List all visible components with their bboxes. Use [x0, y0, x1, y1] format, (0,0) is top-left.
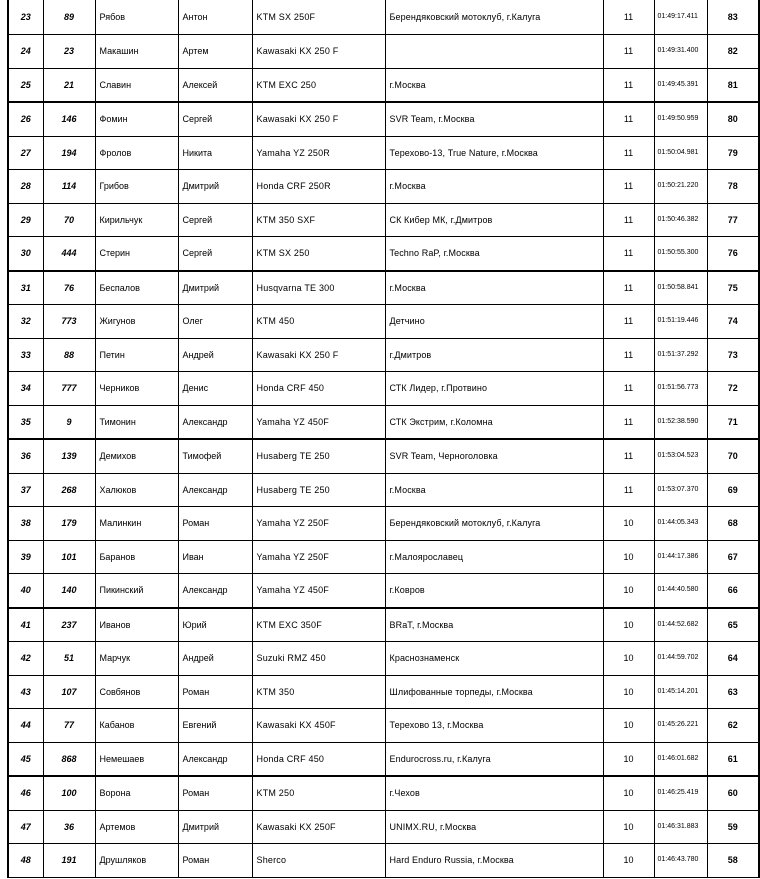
total-time-cell: 01:44:40.580 [654, 574, 707, 608]
table-row [8, 305, 759, 339]
position-cell: 34 [8, 372, 43, 406]
rider-number-cell: 444 [43, 237, 95, 271]
table-row [8, 405, 759, 439]
club-city-cell: г.Москва [385, 170, 603, 204]
club-city-cell [385, 35, 603, 69]
rider-number-cell: 140 [43, 574, 95, 608]
club-city-cell: г.Ковров [385, 574, 603, 608]
motorcycle-cell: KTM 450 [252, 305, 385, 339]
club-city-cell: Endurocross.ru, г.Калуга [385, 742, 603, 776]
laps-cell: 11 [603, 372, 654, 406]
position-cell: 47 [8, 810, 43, 844]
laps-cell: 11 [603, 0, 654, 35]
club-city-cell: SVR Team, г.Москва [385, 102, 603, 136]
points-cell: 74 [707, 305, 759, 339]
club-city-cell: г.Москва [385, 68, 603, 102]
motorcycle-cell: Yamaha YZ 250F [252, 507, 385, 541]
total-time-cell: 01:50:04.981 [654, 136, 707, 170]
motorcycle-cell: Suzuki RMZ 450 [252, 642, 385, 676]
club-city-cell: г.Дмитров [385, 338, 603, 372]
rider-number-cell: 268 [43, 473, 95, 507]
surname-cell: Кирильчук [95, 203, 178, 237]
table-row [8, 271, 759, 305]
club-city-cell: Краснознаменск [385, 642, 603, 676]
position-cell: 39 [8, 540, 43, 574]
position-cell: 40 [8, 574, 43, 608]
total-time-cell: 01:44:59.702 [654, 642, 707, 676]
laps-cell: 10 [603, 540, 654, 574]
first-name-cell: Андрей [178, 338, 252, 372]
first-name-cell: Сергей [178, 237, 252, 271]
position-cell: 32 [8, 305, 43, 339]
points-cell: 75 [707, 271, 759, 305]
motorcycle-cell: KTM EXC 250 [252, 68, 385, 102]
motorcycle-cell: Husaberg TE 250 [252, 439, 385, 473]
laps-cell: 11 [603, 203, 654, 237]
points-cell: 77 [707, 203, 759, 237]
surname-cell: Артемов [95, 810, 178, 844]
rider-number-cell: 51 [43, 642, 95, 676]
table-row [8, 439, 759, 473]
points-cell: 78 [707, 170, 759, 204]
position-cell: 43 [8, 675, 43, 709]
points-cell: 82 [707, 35, 759, 69]
motorcycle-cell: Sherco [252, 844, 385, 878]
surname-cell: Петин [95, 338, 178, 372]
rider-number-cell: 89 [43, 0, 95, 35]
position-cell: 31 [8, 271, 43, 305]
position-cell: 36 [8, 439, 43, 473]
first-name-cell: Олег [178, 305, 252, 339]
first-name-cell: Дмитрий [178, 810, 252, 844]
club-city-cell: Терехово 13, г.Москва [385, 709, 603, 743]
position-cell: 37 [8, 473, 43, 507]
club-city-cell: UNIMX.RU, г.Москва [385, 810, 603, 844]
first-name-cell: Дмитрий [178, 170, 252, 204]
points-cell: 70 [707, 439, 759, 473]
laps-cell: 10 [603, 742, 654, 776]
table-row [8, 136, 759, 170]
total-time-cell: 01:46:25.419 [654, 776, 707, 810]
laps-cell: 11 [603, 35, 654, 69]
surname-cell: Беспалов [95, 271, 178, 305]
points-cell: 59 [707, 810, 759, 844]
laps-cell: 11 [603, 439, 654, 473]
first-name-cell: Дмитрий [178, 271, 252, 305]
club-city-cell: г.Москва [385, 271, 603, 305]
laps-cell: 10 [603, 810, 654, 844]
club-city-cell: SVR Team, Черноголовка [385, 439, 603, 473]
position-cell: 27 [8, 136, 43, 170]
points-cell: 62 [707, 709, 759, 743]
surname-cell: Пикинский [95, 574, 178, 608]
motorcycle-cell: Kawasaki KX 450F [252, 709, 385, 743]
club-city-cell: Берендяковский мотоклуб, г.Калуга [385, 507, 603, 541]
position-cell: 30 [8, 237, 43, 271]
laps-cell: 10 [603, 574, 654, 608]
table-row [8, 0, 759, 35]
points-cell: 76 [707, 237, 759, 271]
motorcycle-cell: Yamaha YZ 450F [252, 405, 385, 439]
surname-cell: Славин [95, 68, 178, 102]
total-time-cell: 01:50:58.841 [654, 271, 707, 305]
table-row [8, 473, 759, 507]
points-cell: 81 [707, 68, 759, 102]
motorcycle-cell: Honda CRF 450 [252, 742, 385, 776]
table-row [8, 170, 759, 204]
motorcycle-cell: Husaberg TE 250 [252, 473, 385, 507]
total-time-cell: 01:51:56.773 [654, 372, 707, 406]
rider-number-cell: 107 [43, 675, 95, 709]
first-name-cell: Никита [178, 136, 252, 170]
surname-cell: Кабанов [95, 709, 178, 743]
first-name-cell: Роман [178, 844, 252, 878]
position-cell: 44 [8, 709, 43, 743]
club-city-cell: СК Кибер МК, г.Дмитров [385, 203, 603, 237]
club-city-cell: Детчино [385, 305, 603, 339]
total-time-cell: 01:50:55.300 [654, 237, 707, 271]
motorcycle-cell: KTM 250 [252, 776, 385, 810]
total-time-cell: 01:49:50.959 [654, 102, 707, 136]
surname-cell: Рябов [95, 0, 178, 35]
rider-number-cell: 139 [43, 439, 95, 473]
rider-number-cell: 114 [43, 170, 95, 204]
surname-cell: Демихов [95, 439, 178, 473]
surname-cell: Фомин [95, 102, 178, 136]
surname-cell: Жигунов [95, 305, 178, 339]
surname-cell: Макашин [95, 35, 178, 69]
position-cell: 42 [8, 642, 43, 676]
position-cell: 38 [8, 507, 43, 541]
rider-number-cell: 36 [43, 810, 95, 844]
surname-cell: Немешаев [95, 742, 178, 776]
surname-cell: Стерин [95, 237, 178, 271]
total-time-cell: 01:51:37.292 [654, 338, 707, 372]
rider-number-cell: 88 [43, 338, 95, 372]
laps-cell: 11 [603, 405, 654, 439]
club-city-cell: г.Москва [385, 473, 603, 507]
total-time-cell: 01:51:19.446 [654, 305, 707, 339]
table-row [8, 709, 759, 743]
total-time-cell: 01:45:26.221 [654, 709, 707, 743]
table-row [8, 574, 759, 608]
motorcycle-cell: KTM SX 250F [252, 0, 385, 35]
results-rows [8, 0, 759, 877]
club-city-cell: СТК Лидер, г.Протвино [385, 372, 603, 406]
laps-cell: 10 [603, 709, 654, 743]
club-city-cell: СТК Экстрим, г.Коломна [385, 405, 603, 439]
position-cell: 26 [8, 102, 43, 136]
rider-number-cell: 237 [43, 608, 95, 642]
first-name-cell: Алексей [178, 68, 252, 102]
points-cell: 60 [707, 776, 759, 810]
total-time-cell: 01:53:04.523 [654, 439, 707, 473]
total-time-cell: 01:46:43.780 [654, 844, 707, 878]
table-row [8, 102, 759, 136]
points-cell: 61 [707, 742, 759, 776]
first-name-cell: Евгений [178, 709, 252, 743]
surname-cell: Ворона [95, 776, 178, 810]
rider-number-cell: 191 [43, 844, 95, 878]
total-time-cell: 01:50:46.382 [654, 203, 707, 237]
position-cell: 25 [8, 68, 43, 102]
motorcycle-cell: Yamaha YZ 250F [252, 540, 385, 574]
motorcycle-cell: Kawasaki KX 250 F [252, 338, 385, 372]
club-city-cell: Techno RaP, г.Москва [385, 237, 603, 271]
total-time-cell: 01:49:45.391 [654, 68, 707, 102]
club-city-cell: г.Чехов [385, 776, 603, 810]
position-cell: 28 [8, 170, 43, 204]
first-name-cell: Александр [178, 574, 252, 608]
position-cell: 48 [8, 844, 43, 878]
laps-cell: 11 [603, 473, 654, 507]
motorcycle-cell: KTM EXC 350F [252, 608, 385, 642]
motorcycle-cell: Kawasaki KX 250 F [252, 102, 385, 136]
total-time-cell: 01:44:52.682 [654, 608, 707, 642]
rider-number-cell: 9 [43, 405, 95, 439]
first-name-cell: Александр [178, 405, 252, 439]
points-cell: 67 [707, 540, 759, 574]
first-name-cell: Андрей [178, 642, 252, 676]
club-city-cell: Терехово-13, True Nature, г.Москва [385, 136, 603, 170]
laps-cell: 11 [603, 338, 654, 372]
rider-number-cell: 23 [43, 35, 95, 69]
points-cell: 83 [707, 0, 759, 35]
points-cell: 72 [707, 372, 759, 406]
table-row [8, 237, 759, 271]
table-row [8, 608, 759, 642]
table-row [8, 675, 759, 709]
table-row [8, 35, 759, 69]
rider-number-cell: 179 [43, 507, 95, 541]
table-row [8, 507, 759, 541]
points-cell: 68 [707, 507, 759, 541]
first-name-cell: Сергей [178, 102, 252, 136]
rider-number-cell: 77 [43, 709, 95, 743]
total-time-cell: 01:53:07.370 [654, 473, 707, 507]
motorcycle-cell: Kawasaki KX 250F [252, 810, 385, 844]
club-city-cell: Берендяковский мотоклуб, г.Калуга [385, 0, 603, 35]
first-name-cell: Тимофей [178, 439, 252, 473]
surname-cell: Фролов [95, 136, 178, 170]
laps-cell: 11 [603, 305, 654, 339]
total-time-cell: 01:44:17.386 [654, 540, 707, 574]
points-cell: 65 [707, 608, 759, 642]
first-name-cell: Роман [178, 507, 252, 541]
table-row [8, 776, 759, 810]
club-city-cell: г.Малоярославец [385, 540, 603, 574]
laps-cell: 11 [603, 68, 654, 102]
rider-number-cell: 101 [43, 540, 95, 574]
points-cell: 66 [707, 574, 759, 608]
table-row [8, 338, 759, 372]
position-cell: 35 [8, 405, 43, 439]
position-cell: 41 [8, 608, 43, 642]
rider-number-cell: 146 [43, 102, 95, 136]
position-cell: 23 [8, 0, 43, 35]
rider-number-cell: 70 [43, 203, 95, 237]
club-city-cell: Hard Enduro Russia, г.Москва [385, 844, 603, 878]
first-name-cell: Антон [178, 0, 252, 35]
first-name-cell: Александр [178, 742, 252, 776]
rider-number-cell: 21 [43, 68, 95, 102]
club-city-cell: BRaT, г.Москва [385, 608, 603, 642]
first-name-cell: Иван [178, 540, 252, 574]
results-table [7, 0, 760, 878]
surname-cell: Халюков [95, 473, 178, 507]
laps-cell: 11 [603, 237, 654, 271]
surname-cell: Тимонин [95, 405, 178, 439]
motorcycle-cell: KTM 350 SXF [252, 203, 385, 237]
table-row [8, 68, 759, 102]
surname-cell: Баранов [95, 540, 178, 574]
points-cell: 71 [707, 405, 759, 439]
rider-number-cell: 777 [43, 372, 95, 406]
table-row [8, 844, 759, 878]
total-time-cell: 01:46:31.883 [654, 810, 707, 844]
surname-cell: Марчук [95, 642, 178, 676]
points-cell: 73 [707, 338, 759, 372]
points-cell: 79 [707, 136, 759, 170]
laps-cell: 10 [603, 776, 654, 810]
rider-number-cell: 100 [43, 776, 95, 810]
table-row [8, 540, 759, 574]
position-cell: 45 [8, 742, 43, 776]
first-name-cell: Денис [178, 372, 252, 406]
club-city-cell: Шлифованные торпеды, г.Москва [385, 675, 603, 709]
table-row [8, 810, 759, 844]
motorcycle-cell: Yamaha YZ 250R [252, 136, 385, 170]
table-row [8, 742, 759, 776]
surname-cell: Иванов [95, 608, 178, 642]
laps-cell: 10 [603, 608, 654, 642]
motorcycle-cell: Husqvarna TE 300 [252, 271, 385, 305]
table-row [8, 642, 759, 676]
points-cell: 58 [707, 844, 759, 878]
laps-cell: 10 [603, 675, 654, 709]
laps-cell: 11 [603, 271, 654, 305]
first-name-cell: Александр [178, 473, 252, 507]
surname-cell: Совбянов [95, 675, 178, 709]
position-cell: 29 [8, 203, 43, 237]
first-name-cell: Роман [178, 675, 252, 709]
total-time-cell: 01:46:01.682 [654, 742, 707, 776]
rider-number-cell: 76 [43, 271, 95, 305]
table-row [8, 203, 759, 237]
motorcycle-cell: KTM 350 [252, 675, 385, 709]
laps-cell: 11 [603, 102, 654, 136]
total-time-cell: 01:49:17.411 [654, 0, 707, 35]
rider-number-cell: 194 [43, 136, 95, 170]
rider-number-cell: 773 [43, 305, 95, 339]
first-name-cell: Сергей [178, 203, 252, 237]
points-cell: 80 [707, 102, 759, 136]
points-cell: 64 [707, 642, 759, 676]
motorcycle-cell: Yamaha YZ 450F [252, 574, 385, 608]
laps-cell: 10 [603, 844, 654, 878]
surname-cell: Друшляков [95, 844, 178, 878]
position-cell: 24 [8, 35, 43, 69]
laps-cell: 10 [603, 507, 654, 541]
position-cell: 46 [8, 776, 43, 810]
total-time-cell: 01:50:21.220 [654, 170, 707, 204]
motorcycle-cell: Honda CRF 250R [252, 170, 385, 204]
rider-number-cell: 868 [43, 742, 95, 776]
laps-cell: 11 [603, 170, 654, 204]
surname-cell: Черников [95, 372, 178, 406]
position-cell: 33 [8, 338, 43, 372]
total-time-cell: 01:44:05.343 [654, 507, 707, 541]
first-name-cell: Юрий [178, 608, 252, 642]
points-cell: 69 [707, 473, 759, 507]
laps-cell: 11 [603, 136, 654, 170]
total-time-cell: 01:45:14.201 [654, 675, 707, 709]
surname-cell: Малинкин [95, 507, 178, 541]
total-time-cell: 01:49:31.400 [654, 35, 707, 69]
motorcycle-cell: Kawasaki KX 250 F [252, 35, 385, 69]
motorcycle-cell: Honda CRF 450 [252, 372, 385, 406]
table-row [8, 372, 759, 406]
surname-cell: Грибов [95, 170, 178, 204]
points-cell: 63 [707, 675, 759, 709]
first-name-cell: Артем [178, 35, 252, 69]
total-time-cell: 01:52:38.590 [654, 405, 707, 439]
motorcycle-cell: KTM SX 250 [252, 237, 385, 271]
first-name-cell: Роман [178, 776, 252, 810]
laps-cell: 10 [603, 642, 654, 676]
